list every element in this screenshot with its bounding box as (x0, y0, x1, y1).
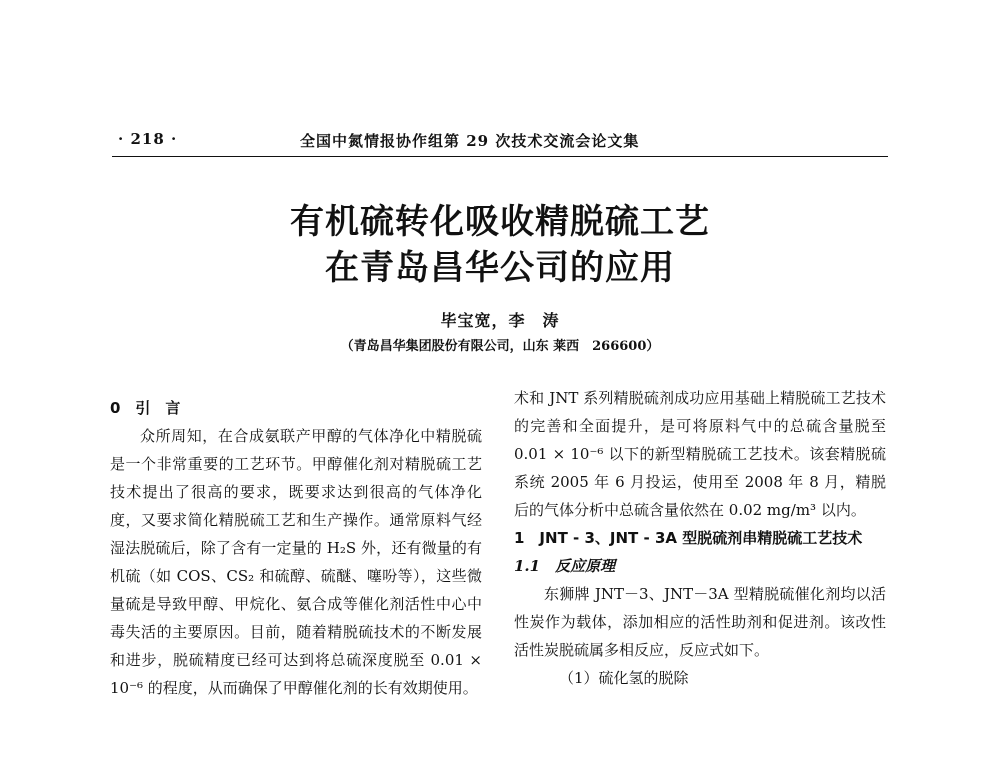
subsection-paragraph: 东狮牌 JNT－3、JNT－3A 型精脱硫催化剂均以活性炭作为载体，添加相应的活性助剂和促进剂。该改性活性炭脱硫属多相反应，反应式如下。 (514, 585, 886, 659)
running-header-title: 全国中氮情报协作组第 29 次技术交流会论文集 (300, 132, 640, 150)
section-heading-introduction: 0 引 言 (110, 399, 181, 417)
list-item-hydrogen-sulfide-removal: （1）硫化氢的脱除 (559, 669, 689, 687)
author-list: 毕宝宽，李 涛 (440, 311, 560, 330)
introduction-paragraph: 众所周知，在合成氨联产甲醇的气体净化中精脱硫是一个非常重要的工艺环节。甲醇催化剂对精脱硫工艺技术提出了很高的要求，既要求达到很高的气体净化度，又要求简化精脱硫工艺和生产操作。通常原料气经湿法脱硫后，除了含有一定量的 H₂S 外，还有微量的有机硫（如 COS、CS₂ 和硫醇、硫醚、噻吩等），这些微量硫是导致甲醇、甲烷化、氨合成等催化剂活性中心中毒失活的主要原因。目前，随着精脱硫技术的不断发展和进步，脱硫精度已经可达到将总硫深度脱至 0.01 × 10⁻⁶ 的程度，从而确保了甲醇催化剂的长有效期使用。 (110, 427, 482, 697)
continuation-paragraph: 术和 JNT 系列精脱硫剂成功应用基础上精脱硫工艺技术的完善和全面提升，是可将原料气中的总硫含量脱至 0.01 × 10⁻⁶ 以下的新型精脱硫工艺技术。该套精脱硫系统 2005 年 6 月投运，使用至 2008 年 8 月，精脱后的气体分析中总硫含量依然在 0.02 mg/m³ 以内。 (514, 389, 886, 519)
header-rule (112, 156, 888, 157)
article-title-line-1: 有机硫转化吸收精脱硫工艺 (290, 202, 710, 242)
left-column (110, 394, 482, 702)
right-column (514, 384, 886, 692)
author-affiliation: （青岛昌华集团股份有限公司，山东 莱西 266600） (340, 339, 660, 354)
page-number: · 218 · (118, 130, 178, 148)
section-heading-1: 1 JNT - 3、JNT - 3A 型脱硫剂串精脱硫工艺技术 (514, 529, 863, 547)
subsection-heading-1-1: 1.1 反应原理 (514, 557, 616, 575)
article-title-line-2: 在青岛昌华公司的应用 (325, 248, 675, 288)
